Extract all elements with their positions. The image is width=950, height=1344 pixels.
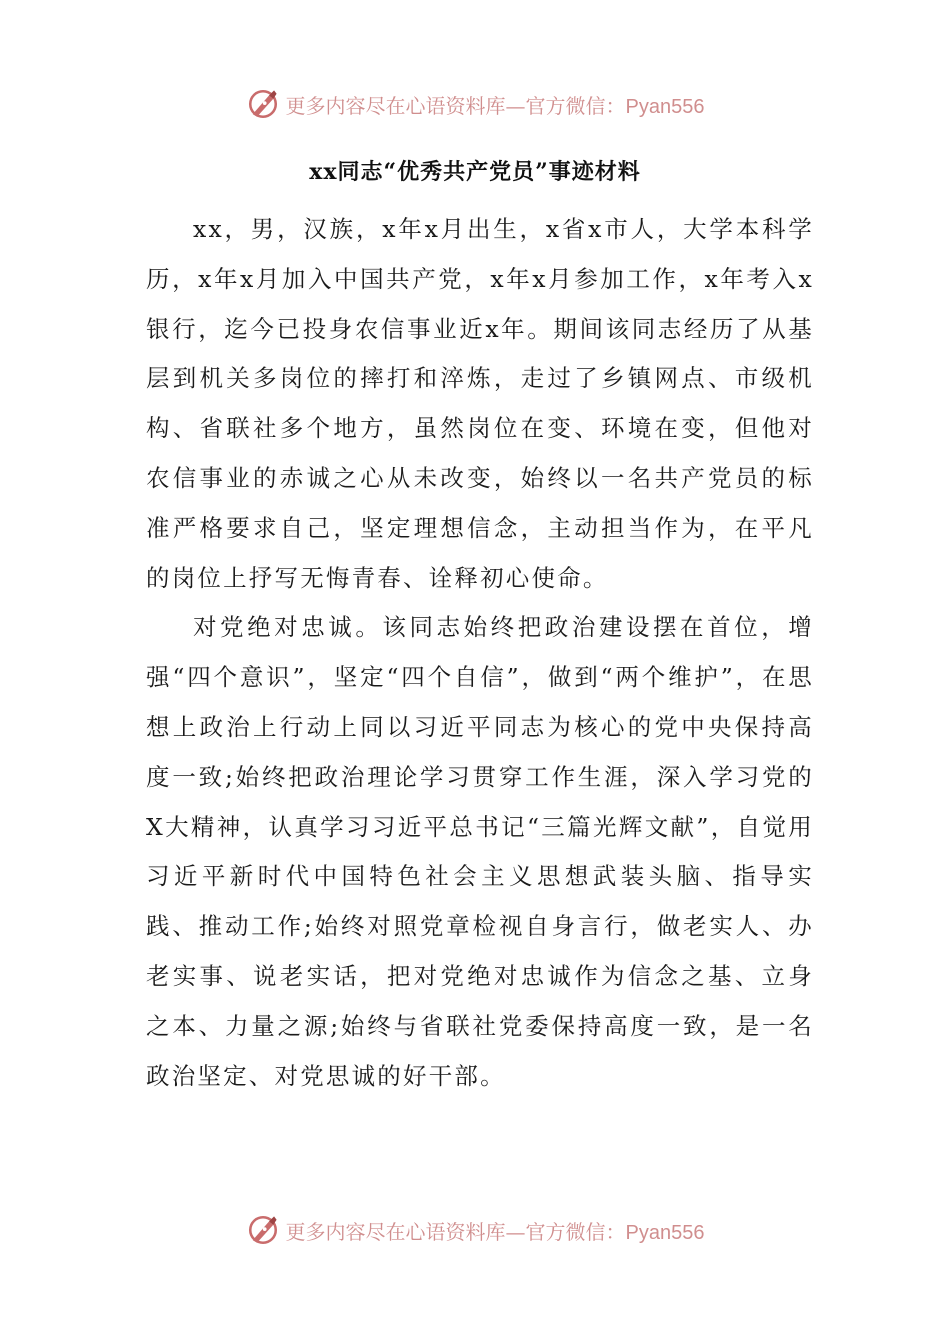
paragraph-1: xx，男，汉族，x年x月出生，x省x市人，大学本科学历，x年x月加入中国共产党，x年x月参加工作，x年考入x银行，迄今已投身农信事业近x年。期间该同志经历了从基层到机关多岗位的摔打和淬炼，走过了乡镇网点、市级机构、省联社多个地方，虽然岗位在变、环境在变，但他对农信事业的赤诚之心从未改变，始终以一名共产党员的标准严格要求自己，坚定理想信念，主动担当作为，在平凡的岗位上抒写无悔青春、诠释初心使命。 [146, 215, 814, 592]
watermark-account: Pyan556 [625, 95, 705, 118]
pen-nib-circle-icon [246, 87, 280, 121]
watermark-brand: 更多内容尽在心语资料库—官方微信： [285, 1219, 626, 1244]
document-title: xx同志“优秀共产党员”事迹材料 [309, 159, 641, 185]
paragraph-2: 对党绝对忠诚。该同志始终把政治建设摆在首位，增强“四个意识”，坚定“四个自信”，做到“两个维护”，在思想上政治上行动上同以习近平同志为核心的党中央保持高度一致;始终把政治理论学习贯穿工作生涯，深入学习党的X大精神，认真学习习近平总书记“三篇光辉文献”，自觉用习近平新时代中国特色社会主义思想武装头脑、指导实践、推动工作;始终对照党章检视自身言行，做老实人、办老实事、说老实话，把对党绝对忠诚作为信念之基、立身之本、力量之源;始终与省联社党委保持高度一致，是一名政治坚定、对党思诚的好干部。 [146, 613, 814, 1090]
pen-nib-circle-icon [246, 1213, 280, 1247]
watermark-text [286, 1216, 705, 1245]
document-body [146, 205, 814, 1101]
watermark-banner-bottom [0, 1208, 950, 1252]
watermark-brand: 更多内容尽在心语资料库—官方微信： [285, 93, 626, 118]
watermark-account: Pyan556 [625, 1221, 705, 1244]
watermark-text [286, 90, 705, 119]
watermark-banner-top [0, 82, 950, 126]
